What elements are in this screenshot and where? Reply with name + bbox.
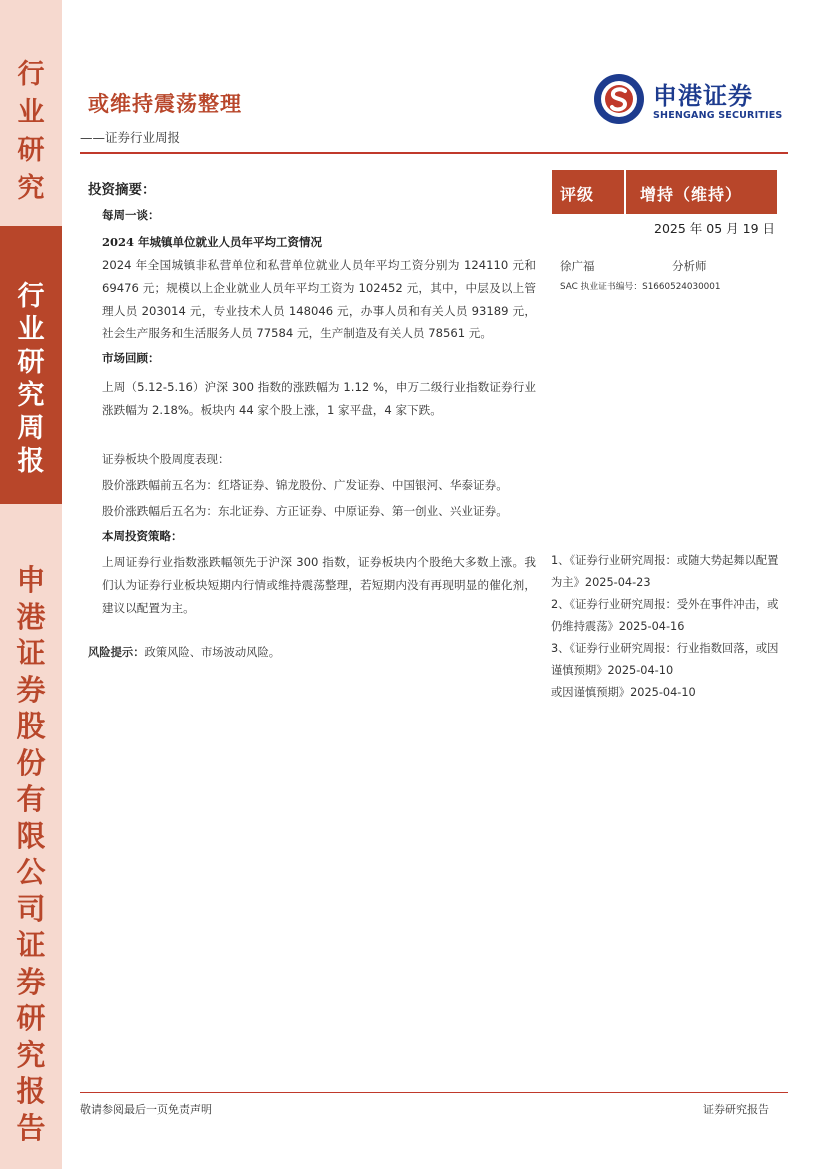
stock-performance-title: 证券板块个股周度表现： xyxy=(102,452,230,466)
strategy-paragraph: 上周证券行业指数涨跌幅领先于沪深 300 指数，证券板块内个股绝大多数上涨。我们认为证券行业板块短期内行情或维持震荡整理，若短期内没有再现明显的催化剂，建议以配置为主。 xyxy=(102,555,536,615)
bottom-five-line: 股价涨跌幅后五名为：东北证券、方正证券、中原证券、第一创业、兴业证券。 xyxy=(102,503,508,518)
analyst-name: 徐广福 xyxy=(560,259,595,273)
related-report-1: 1、《证券行业研究周报：或随大势起舞以配置为主》2025-04-23 xyxy=(551,554,779,589)
strategy-heading: 本周投资策略： xyxy=(102,529,183,543)
wage-heading: 2024 年城镇单位就业人员年平均工资情况 xyxy=(102,235,323,249)
rating-divider xyxy=(624,170,626,214)
rating-label: 评级 xyxy=(560,185,595,204)
footer-report-type: 证券研究报告 xyxy=(703,1103,769,1116)
report-subtitle: ——证券行业周报 xyxy=(80,130,181,145)
logo-text-en: SHENGANG SECURITIES xyxy=(653,110,783,121)
risk-label: 风险提示： xyxy=(88,645,145,659)
report-date: 2025 年 05 月 19 日 xyxy=(654,221,775,236)
header-divider xyxy=(80,152,788,154)
related-report-3: 3、《证券行业研究周报：行业指数回落，或因谨慎预期》2025-04-10 xyxy=(551,642,779,677)
company-logo xyxy=(593,70,783,130)
risk-text: 政策风险、市场波动风险。 xyxy=(144,646,281,659)
rating-value: 增持（维持） xyxy=(640,185,743,204)
footer-divider xyxy=(80,1092,788,1093)
report-title: 或维持震荡整理 xyxy=(88,91,242,116)
logo-text-cn: 申港证券 xyxy=(653,82,753,110)
market-review-heading: 市场回顾： xyxy=(102,351,160,365)
sidebar-label-weekly-report: 行 业 研 究 周 报 xyxy=(17,281,45,477)
market-review-paragraph: 上周（5.12-5.16）沪深 300 指数的涨跌幅为 1.12 %，申万二级行业指数证券行业涨跌幅为 2.18%。板块内 44 家个股上涨，1 家平盘，4 家下跌。 xyxy=(102,380,536,417)
investment-summary-heading: 投资摘要： xyxy=(88,182,156,198)
stock-performance-block xyxy=(102,448,536,522)
risk-notice xyxy=(88,644,280,660)
sidebar-label-industry-research: 行 业 研 究 xyxy=(17,59,45,204)
left-sidebar xyxy=(0,0,62,1169)
logo-emblem-icon xyxy=(593,73,645,125)
footer-disclaimer: 敬请参阅最后一页免责声明 xyxy=(80,1103,212,1116)
related-report-2: 2、《证券行业研究周报：受外在事件冲击，或仍维持震荡》2025-04-16 xyxy=(551,598,779,633)
sidebar-label-company: 申 港 证 券 股 份 有 限 公 司 证 券 研 究 报 告 xyxy=(16,563,46,1145)
related-report-4: 或因谨慎预期》2025-04-10 xyxy=(551,686,696,699)
top-five-line: 股价涨跌幅前五名为：红塔证券、锦龙股份、广发证券、中国银河、华泰证券。 xyxy=(102,477,508,492)
wage-paragraph: 2024 年全国城镇非私营单位和私营单位就业人员年平均工资分别为 124110 元和 69476 元；规模以上企业就业人员年平均工资为 102452 元，其中，中层及以上管理人员 203014 元，专业技术人员 148046 元，办事人员和有关人员 93189 元，社会生产服务和生活服务人员 77584 元，生产制造及有关人员 78561 元。 xyxy=(102,258,536,341)
analyst-sac-number: SAC 执业证书编号：S1660524030001 xyxy=(560,282,721,292)
weekly-talk-heading: 每周一谈： xyxy=(102,208,160,222)
analyst-role: 分析师 xyxy=(672,259,707,273)
